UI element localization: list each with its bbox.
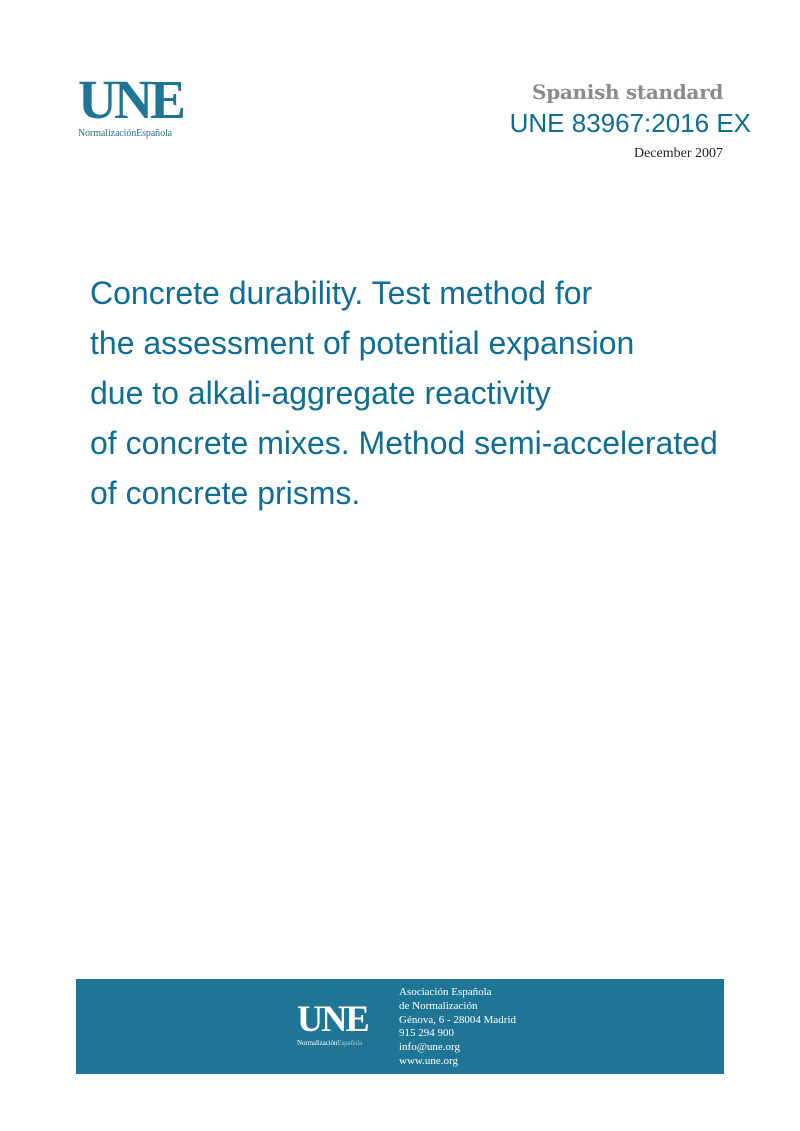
title-line: of concrete mixes. Method semi-accelerated (90, 425, 718, 461)
logo-tagline-normalizacion: Normalización (78, 128, 137, 139)
title-line: the assessment of potential expansion (90, 325, 635, 361)
address-email[interactable]: info@une.org (399, 1041, 460, 1054)
footer-address (399, 986, 516, 1069)
logo-mark: UNE (78, 69, 183, 130)
footer-tagline-espanola: Española (337, 1039, 363, 1047)
standard-date: December 2007 (633, 146, 723, 161)
document-title (90, 268, 780, 518)
standard-code: UNE 83967:2016 EX (509, 108, 751, 138)
address-street: Génova, 6 - 28004 Madrid (399, 1013, 517, 1026)
footer-band (76, 979, 724, 1074)
standard-kind: Spanish standard (532, 80, 723, 104)
une-logo (78, 69, 218, 140)
address-organization: Asociación Española (399, 986, 492, 998)
footer-une-logo (297, 999, 379, 1047)
footer-logo-mark: UNE (297, 999, 368, 1040)
title-line: due to alkali-aggregate reactivity (90, 375, 551, 411)
footer-logo-tagline (297, 1039, 379, 1047)
address-website[interactable]: www.une.org (399, 1054, 458, 1067)
footer-tagline-normalizacion: Normalización (297, 1039, 338, 1047)
address-phone: 915 294 900 (399, 1027, 454, 1040)
standard-info (509, 80, 751, 163)
logo-tagline-espanola: Española (136, 128, 172, 139)
title-line: of concrete prisms. (90, 475, 361, 511)
address-organization-2: de Normalización (399, 999, 478, 1012)
title-line: Concrete durability. Test method for (90, 275, 593, 311)
